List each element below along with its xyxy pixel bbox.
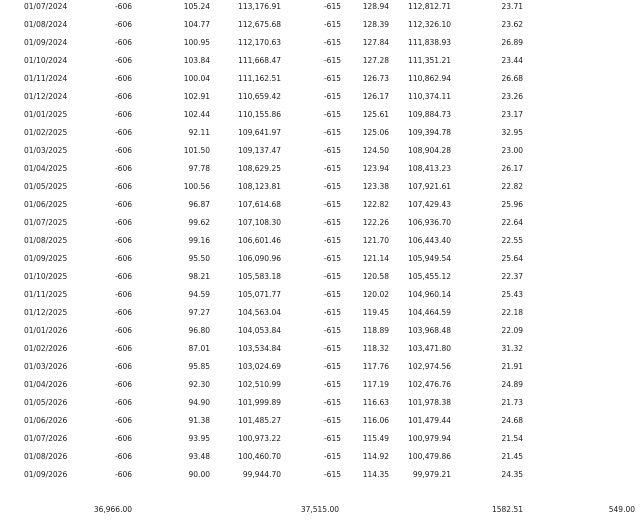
cell-payment-a: -606 <box>114 200 132 209</box>
cell-payment-a: -606 <box>114 326 132 335</box>
cell-balance-b: 100,979.94 <box>408 434 451 443</box>
cell-interest-a: 105.24 <box>183 2 210 11</box>
cell-payment-a: -606 <box>114 128 132 137</box>
cell-balance-b: 104,464.59 <box>408 308 451 317</box>
cell-interest-b: 116.06 <box>362 416 389 425</box>
cell-balance-a: 105,071.77 <box>238 290 281 299</box>
cell-balance-a: 111,668.47 <box>238 56 281 65</box>
cell-interest-b: 126.73 <box>362 74 389 83</box>
cell-payment-a: -606 <box>114 182 132 191</box>
total-payments-a: 36,966.00 <box>93 505 132 514</box>
cell-date: 01/08/2026 <box>24 452 68 461</box>
cell-date: 01/08/2025 <box>24 236 68 245</box>
table-row <box>0 414 641 432</box>
cell-payment-a: -606 <box>114 290 132 299</box>
table-row <box>0 108 641 126</box>
table-row <box>0 18 641 36</box>
table-row <box>0 252 641 270</box>
cell-interest-a: 102.44 <box>183 110 210 119</box>
cell-interest-b: 121.14 <box>362 254 389 263</box>
cell-balance-a: 105,583.18 <box>238 272 281 281</box>
cell-date: 01/06/2026 <box>24 416 68 425</box>
cell-interest-b: 119.45 <box>362 308 389 317</box>
cell-interest-a: 97.78 <box>188 164 210 173</box>
cell-balance-a: 106,601.46 <box>238 236 281 245</box>
cell-payment-a: -606 <box>114 254 132 263</box>
cell-difference: 21.91 <box>501 362 523 371</box>
cell-interest-b: 123.94 <box>362 164 389 173</box>
cell-payment-b: -615 <box>323 128 341 137</box>
cell-interest-a: 92.30 <box>188 380 210 389</box>
cell-balance-a: 104,053.84 <box>238 326 281 335</box>
cell-interest-a: 90.00 <box>188 470 210 479</box>
table-row <box>0 360 641 378</box>
table-row <box>0 450 641 468</box>
cell-balance-b: 104,960.14 <box>408 290 451 299</box>
cell-date: 01/09/2025 <box>24 254 68 263</box>
cell-date: 01/12/2024 <box>24 92 68 101</box>
cell-balance-b: 109,884.73 <box>408 110 451 119</box>
cell-payment-a: -606 <box>114 380 132 389</box>
table-row <box>0 36 641 54</box>
cell-interest-a: 100.04 <box>183 74 210 83</box>
cell-payment-b: -615 <box>323 164 341 173</box>
cell-payment-a: -606 <box>114 38 132 47</box>
cell-balance-a: 99,944.70 <box>242 470 281 479</box>
cell-balance-b: 99,979.21 <box>412 470 451 479</box>
cell-interest-b: 114.35 <box>362 470 389 479</box>
cell-interest-a: 103.84 <box>183 56 210 65</box>
cell-balance-a: 112,170.63 <box>238 38 281 47</box>
cell-payment-b: -615 <box>323 254 341 263</box>
cell-date: 01/10/2025 <box>24 272 68 281</box>
cell-interest-a: 96.87 <box>188 200 210 209</box>
cell-interest-a: 101.50 <box>183 146 210 155</box>
cell-balance-b: 101,978.38 <box>408 398 451 407</box>
cell-balance-a: 100,973.22 <box>238 434 281 443</box>
table-row <box>0 216 641 234</box>
cell-payment-b: -615 <box>323 470 341 479</box>
cell-payment-b: -615 <box>323 272 341 281</box>
cell-interest-b: 125.06 <box>362 128 389 137</box>
cell-interest-b: 121.70 <box>362 236 389 245</box>
cell-payment-b: -615 <box>323 92 341 101</box>
cell-interest-b: 117.19 <box>362 380 389 389</box>
cell-interest-b: 124.50 <box>362 146 389 155</box>
table-row <box>0 342 641 360</box>
cell-interest-a: 93.95 <box>188 434 210 443</box>
cell-balance-a: 110,155.86 <box>238 110 281 119</box>
cell-balance-a: 103,534.84 <box>238 344 281 353</box>
cell-interest-a: 100.95 <box>183 38 210 47</box>
cell-difference: 23.62 <box>501 20 523 29</box>
cell-interest-b: 122.26 <box>362 218 389 227</box>
cell-balance-a: 100,460.70 <box>238 452 281 461</box>
table-row <box>0 270 641 288</box>
cell-payment-a: -606 <box>114 416 132 425</box>
table-row <box>0 198 641 216</box>
cell-balance-a: 106,090.96 <box>238 254 281 263</box>
cell-interest-b: 126.17 <box>362 92 389 101</box>
cell-interest-a: 95.85 <box>188 362 210 371</box>
cell-balance-a: 109,641.97 <box>238 128 281 137</box>
cell-payment-a: -606 <box>114 74 132 83</box>
cell-balance-b: 112,812.71 <box>408 2 451 11</box>
total-extra: 549.00 <box>608 505 635 514</box>
cell-interest-a: 98.21 <box>188 272 210 281</box>
cell-date: 01/10/2024 <box>24 56 68 65</box>
cell-interest-a: 91.38 <box>188 416 210 425</box>
cell-date: 01/05/2026 <box>24 398 68 407</box>
cell-difference: 25.96 <box>501 200 523 209</box>
cell-payment-a: -606 <box>114 434 132 443</box>
cell-balance-b: 102,476.76 <box>408 380 451 389</box>
cell-payment-b: -615 <box>323 452 341 461</box>
cell-payment-a: -606 <box>114 218 132 227</box>
cell-date: 01/08/2024 <box>24 20 68 29</box>
cell-payment-b: -615 <box>323 380 341 389</box>
cell-interest-b: 115.49 <box>362 434 389 443</box>
cell-payment-a: -606 <box>114 20 132 29</box>
cell-interest-a: 102.91 <box>183 92 210 101</box>
cell-balance-b: 109,394.78 <box>408 128 451 137</box>
cell-date: 01/05/2025 <box>24 182 68 191</box>
cell-payment-a: -606 <box>114 236 132 245</box>
cell-difference: 22.18 <box>501 308 523 317</box>
cell-difference: 22.55 <box>501 236 523 245</box>
cell-difference: 22.09 <box>501 326 523 335</box>
cell-date: 01/11/2025 <box>24 290 68 299</box>
cell-interest-a: 99.16 <box>188 236 210 245</box>
cell-date: 01/02/2026 <box>24 344 68 353</box>
cell-difference: 24.68 <box>501 416 523 425</box>
cell-difference: 26.68 <box>501 74 523 83</box>
cell-balance-a: 103,024.69 <box>238 362 281 371</box>
cell-payment-b: -615 <box>323 218 341 227</box>
cell-date: 01/04/2025 <box>24 164 68 173</box>
cell-interest-b: 123.38 <box>362 182 389 191</box>
cell-balance-b: 111,838.93 <box>408 38 451 47</box>
cell-payment-a: -606 <box>114 452 132 461</box>
cell-balance-a: 102,510.99 <box>238 380 281 389</box>
cell-interest-b: 127.28 <box>362 56 389 65</box>
cell-difference: 32.95 <box>501 128 523 137</box>
cell-payment-a: -606 <box>114 308 132 317</box>
table-row <box>0 432 641 450</box>
cell-payment-b: -615 <box>323 56 341 65</box>
table-row <box>0 54 641 72</box>
cell-interest-a: 100.56 <box>183 182 210 191</box>
cell-balance-a: 109,137.47 <box>238 146 281 155</box>
cell-balance-b: 103,471.80 <box>408 344 451 353</box>
cell-balance-b: 107,921.61 <box>408 182 451 191</box>
cell-balance-b: 108,413.23 <box>408 164 451 173</box>
cell-payment-a: -606 <box>114 164 132 173</box>
cell-payment-a: -606 <box>114 146 132 155</box>
cell-payment-b: -615 <box>323 110 341 119</box>
cell-interest-b: 118.89 <box>362 326 389 335</box>
cell-balance-b: 105,455.12 <box>408 272 451 281</box>
cell-date: 01/09/2026 <box>24 470 68 479</box>
cell-balance-b: 105,949.54 <box>408 254 451 263</box>
cell-payment-b: -615 <box>323 182 341 191</box>
cell-interest-a: 97.27 <box>188 308 210 317</box>
cell-difference: 22.64 <box>501 218 523 227</box>
cell-payment-a: -606 <box>114 2 132 11</box>
cell-difference: 23.00 <box>501 146 523 155</box>
cell-balance-b: 110,862.94 <box>408 74 451 83</box>
cell-balance-a: 108,123.81 <box>238 182 281 191</box>
cell-balance-b: 106,936.70 <box>408 218 451 227</box>
cell-balance-a: 108,629.25 <box>238 164 281 173</box>
cell-balance-a: 101,999.89 <box>238 398 281 407</box>
table-row <box>0 0 641 18</box>
table-row <box>0 144 641 162</box>
cell-payment-b: -615 <box>323 416 341 425</box>
cell-balance-b: 112,326.10 <box>408 20 451 29</box>
cell-date: 01/12/2025 <box>24 308 68 317</box>
cell-interest-a: 94.90 <box>188 398 210 407</box>
cell-payment-b: -615 <box>323 362 341 371</box>
cell-interest-b: 120.02 <box>362 290 389 299</box>
cell-difference: 26.89 <box>501 38 523 47</box>
cell-payment-a: -606 <box>114 344 132 353</box>
cell-payment-b: -615 <box>323 200 341 209</box>
cell-payment-a: -606 <box>114 362 132 371</box>
cell-interest-a: 96.80 <box>188 326 210 335</box>
table-row <box>0 378 641 396</box>
cell-balance-b: 106,443.40 <box>408 236 451 245</box>
cell-payment-a: -606 <box>114 398 132 407</box>
cell-interest-b: 128.94 <box>362 2 389 11</box>
cell-balance-a: 107,108.30 <box>238 218 281 227</box>
cell-payment-b: -615 <box>323 20 341 29</box>
cell-payment-b: -615 <box>323 236 341 245</box>
cell-balance-b: 101,479.44 <box>408 416 451 425</box>
cell-difference: 23.17 <box>501 110 523 119</box>
cell-interest-a: 95.50 <box>188 254 210 263</box>
table-row <box>0 306 641 324</box>
cell-interest-b: 122.82 <box>362 200 389 209</box>
table-row <box>0 396 641 414</box>
cell-payment-b: -615 <box>323 434 341 443</box>
cell-date: 01/01/2026 <box>24 326 68 335</box>
cell-balance-a: 110,659.42 <box>238 92 281 101</box>
cell-date: 01/01/2025 <box>24 110 68 119</box>
cell-difference: 21.45 <box>501 452 523 461</box>
table-row <box>0 234 641 252</box>
cell-difference: 26.17 <box>501 164 523 173</box>
cell-interest-b: 120.58 <box>362 272 389 281</box>
cell-payment-b: -615 <box>323 326 341 335</box>
cell-date: 01/03/2026 <box>24 362 68 371</box>
cell-balance-b: 108,904.28 <box>408 146 451 155</box>
cell-interest-b: 116.63 <box>362 398 389 407</box>
cell-date: 01/07/2026 <box>24 434 68 443</box>
cell-date: 01/07/2024 <box>24 2 68 11</box>
cell-balance-a: 113,176.91 <box>238 2 281 11</box>
cell-date: 01/03/2025 <box>24 146 68 155</box>
cell-interest-a: 99.62 <box>188 218 210 227</box>
cell-balance-b: 107,429.43 <box>408 200 451 209</box>
cell-payment-b: -615 <box>323 308 341 317</box>
cell-payment-a: -606 <box>114 110 132 119</box>
cell-balance-b: 100,479.86 <box>408 452 451 461</box>
cell-interest-a: 94.59 <box>188 290 210 299</box>
cell-date: 01/07/2025 <box>24 218 68 227</box>
cell-interest-a: 87.01 <box>188 344 210 353</box>
cell-difference: 23.44 <box>501 56 523 65</box>
cell-interest-a: 92.11 <box>188 128 210 137</box>
cell-interest-b: 118.32 <box>362 344 389 353</box>
cell-difference: 24.89 <box>501 380 523 389</box>
cell-interest-b: 114.92 <box>362 452 389 461</box>
cell-difference: 21.54 <box>501 434 523 443</box>
cell-payment-b: -615 <box>323 290 341 299</box>
cell-payment-a: -606 <box>114 272 132 281</box>
cell-balance-b: 103,968.48 <box>408 326 451 335</box>
cell-difference: 25.64 <box>501 254 523 263</box>
table-row <box>0 72 641 90</box>
cell-payment-a: -606 <box>114 470 132 479</box>
cell-difference: 24.35 <box>501 470 523 479</box>
cell-payment-b: -615 <box>323 74 341 83</box>
cell-difference: 22.82 <box>501 182 523 191</box>
cell-payment-a: -606 <box>114 56 132 65</box>
cell-interest-a: 104.77 <box>183 20 210 29</box>
cell-difference: 25.43 <box>501 290 523 299</box>
cell-date: 01/04/2026 <box>24 380 68 389</box>
cell-date: 01/11/2024 <box>24 74 68 83</box>
cell-date: 01/02/2025 <box>24 128 68 137</box>
cell-difference: 31.32 <box>501 344 523 353</box>
cell-balance-a: 101,485.27 <box>238 416 281 425</box>
cell-interest-b: 117.76 <box>362 362 389 371</box>
table-row <box>0 90 641 108</box>
table-row <box>0 180 641 198</box>
cell-balance-a: 112,675.68 <box>238 20 281 29</box>
cell-payment-b: -615 <box>323 146 341 155</box>
cell-payment-b: -615 <box>323 398 341 407</box>
cell-payment-a: -606 <box>114 92 132 101</box>
table-row <box>0 162 641 180</box>
cell-balance-a: 111,162.51 <box>238 74 281 83</box>
cell-balance-b: 111,351.21 <box>408 56 451 65</box>
cell-interest-b: 128.39 <box>362 20 389 29</box>
cell-interest-b: 127.84 <box>362 38 389 47</box>
cell-balance-a: 107,614.68 <box>238 200 281 209</box>
cell-interest-a: 93.48 <box>188 452 210 461</box>
cell-difference: 23.26 <box>501 92 523 101</box>
table-row <box>0 468 641 486</box>
total-payments-b: 37,515.00 <box>300 505 339 514</box>
cell-payment-b: -615 <box>323 38 341 47</box>
cell-balance-a: 104,563.04 <box>238 308 281 317</box>
cell-difference: 21.73 <box>501 398 523 407</box>
cell-date: 01/09/2024 <box>24 38 68 47</box>
cell-date: 01/06/2025 <box>24 200 68 209</box>
table-row <box>0 126 641 144</box>
cell-difference: 22.37 <box>501 272 523 281</box>
table-row <box>0 324 641 342</box>
cell-balance-b: 102,974.56 <box>408 362 451 371</box>
cell-difference: 23.71 <box>501 2 523 11</box>
table-row <box>0 288 641 306</box>
cell-payment-b: -615 <box>323 344 341 353</box>
cell-payment-b: -615 <box>323 2 341 11</box>
total-difference: 1582.51 <box>491 505 523 514</box>
cell-interest-b: 125.61 <box>362 110 389 119</box>
cell-balance-b: 110,374.11 <box>408 92 451 101</box>
